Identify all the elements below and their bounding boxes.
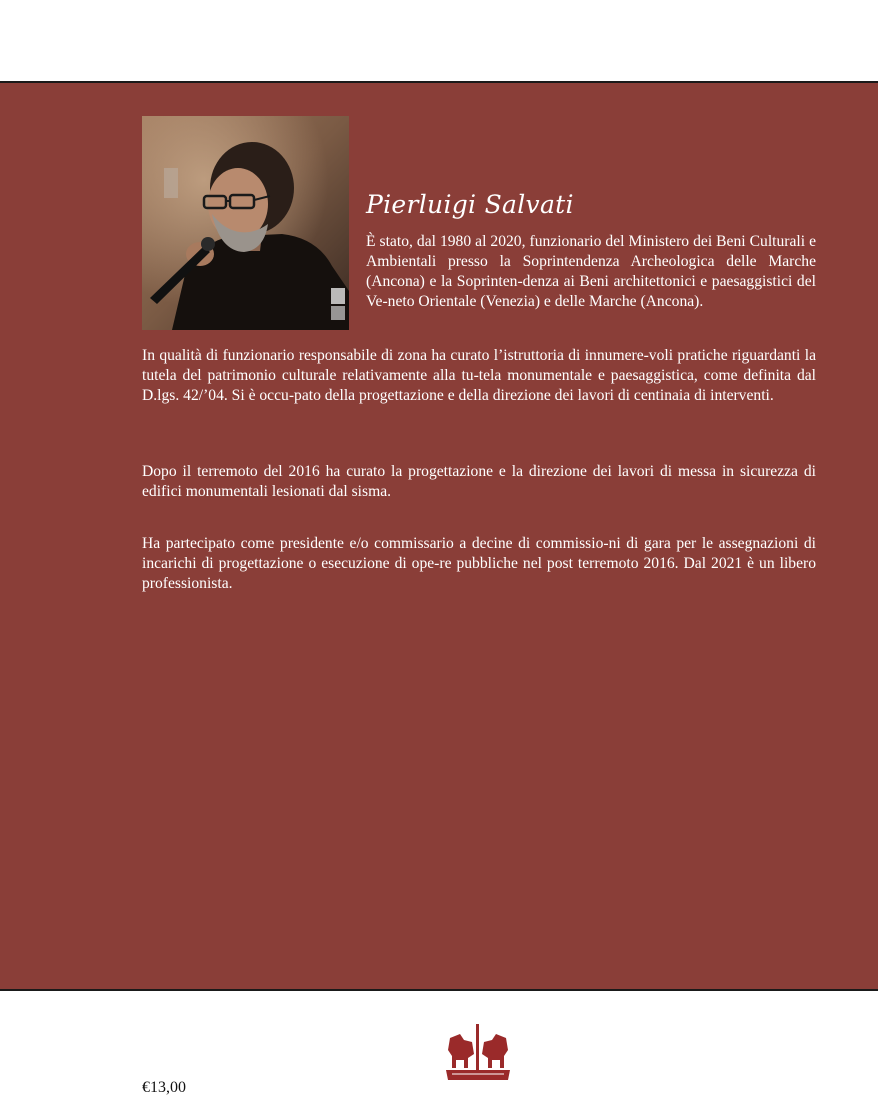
bio-paragraph-3: Dopo il terremoto del 2016 ha curato la progettazione e la direzione dei lavori di messa in sicurezza di edifici monumentali lesionati dal sisma. <box>142 463 816 500</box>
publisher-logo-icon <box>444 1024 512 1082</box>
author-name: Pierluigi Salvati <box>366 190 574 219</box>
bio-paragraph-4: Ha partecipato come presidente e/o commissario a decine di commissio-ni di gara per le assegnazioni di incarichi di progettazione o esecuzione di ope-re pubbliche nel post terremoto 2016. Dal 2021 è un libero professionista. <box>142 535 816 592</box>
bio-paragraph-1: È stato, dal 1980 al 2020, funzionario del Ministero dei Beni Culturali e Ambientali presso la Soprintendenza Archeologica delle Marche (Ancona) e la Soprinten-denza ai Beni architettonici e paesaggistici del Ve-neto Orientale (Venezia) e delle Marche (Ancona). <box>366 233 816 310</box>
price: €13,00 <box>142 1079 186 1096</box>
author-photo <box>142 116 349 330</box>
bio-paragraph-2: In qualità di funzionario responsabile di zona ha curato l’istruttoria di innumere-voli pratiche riguardanti la tutela del patrimonio culturale relativamente alla tu-tela monumentale e paesaggistica, come definita dal D.lgs. 42/’04. Si è occu-pato della progettazione e della direzione dei lavori di centinaia di interventi. <box>142 347 816 404</box>
